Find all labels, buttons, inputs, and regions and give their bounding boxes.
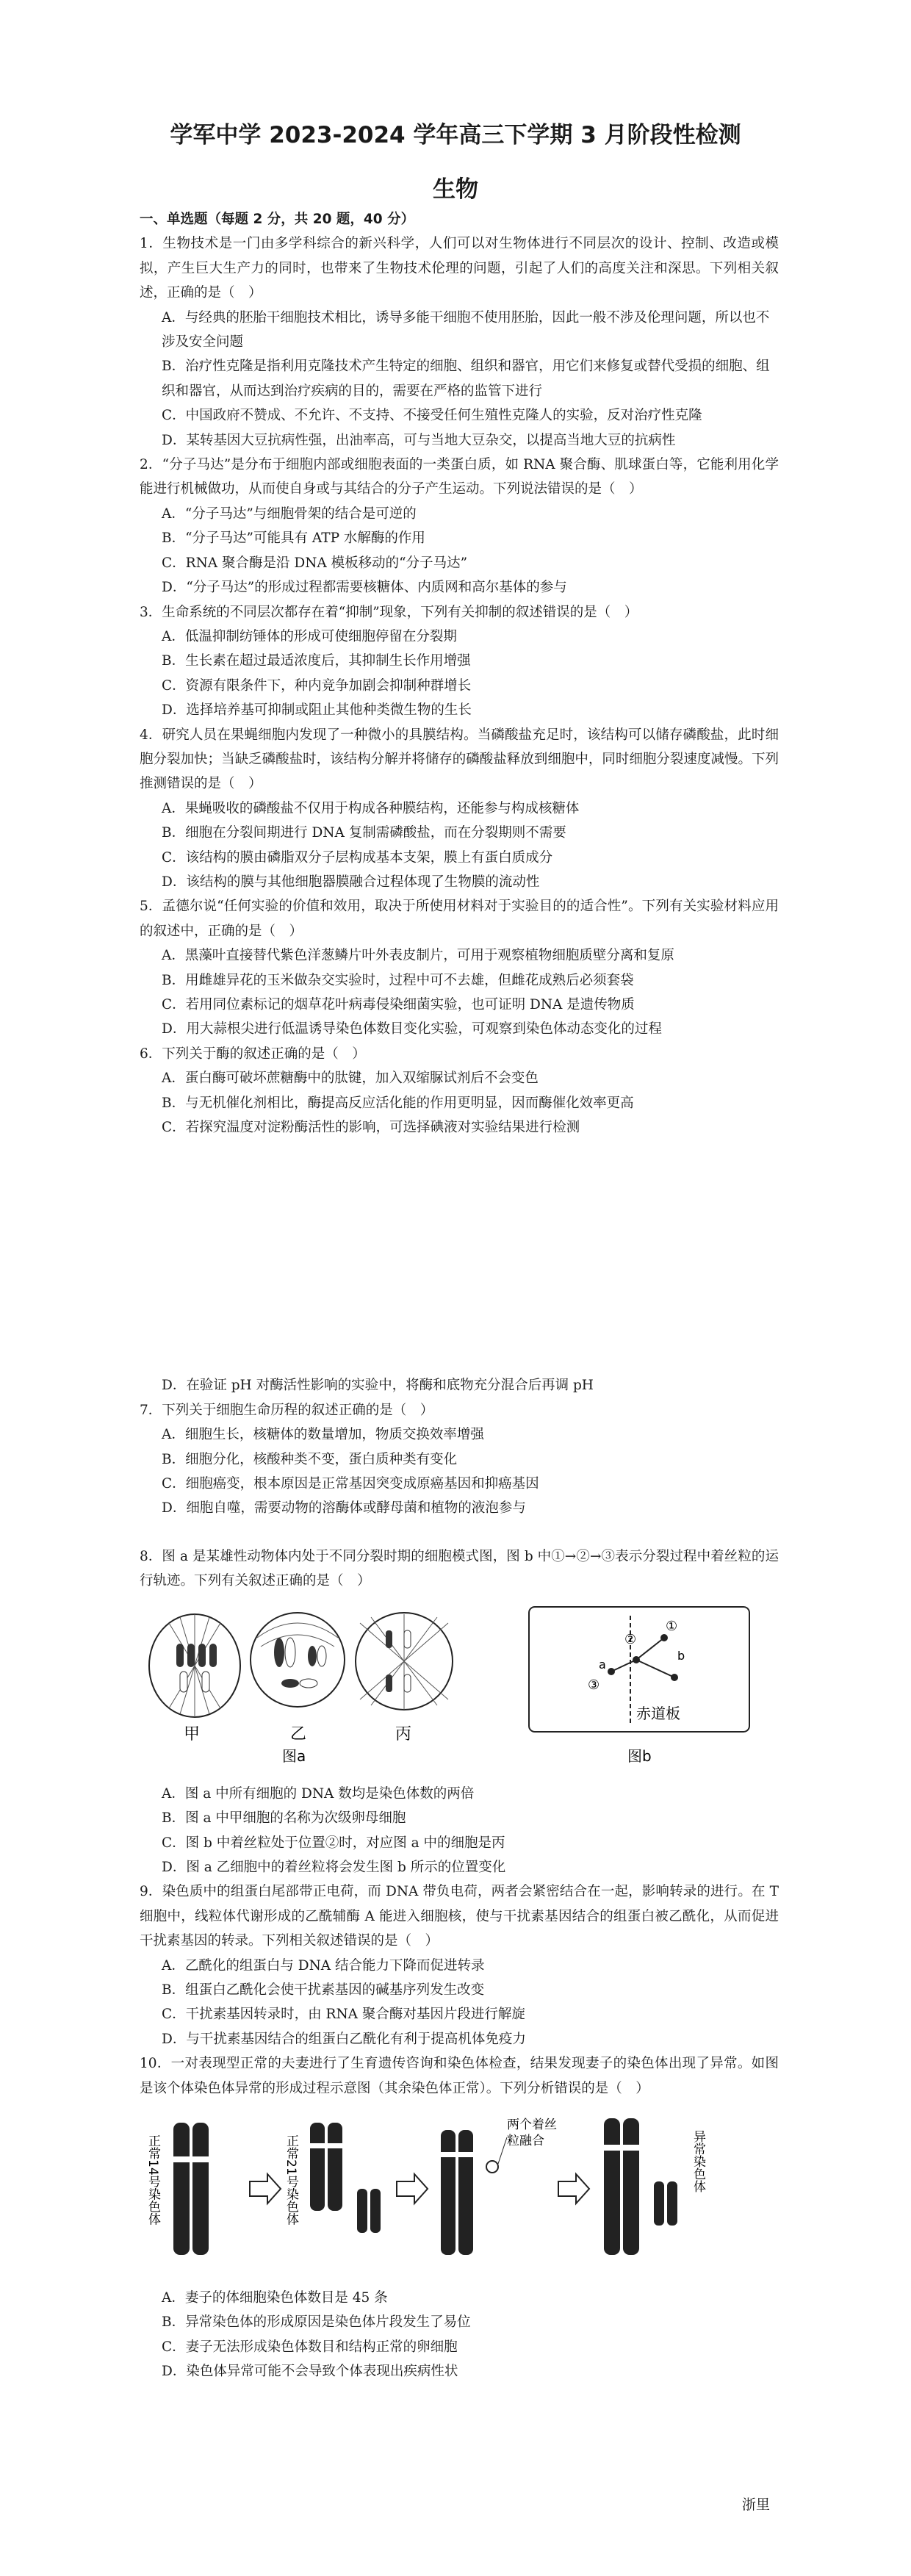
option: D．图 a 乙细胞中的着丝粒将会发生图 b 所示的位置变化 bbox=[162, 1859, 506, 1875]
caption-a: 图a bbox=[282, 1746, 306, 1765]
option: C．中国政府不赞成、不允许、不支持、不接受任何生殖性克隆人的实验，反对治疗性克隆 bbox=[162, 408, 702, 424]
option: B．与无机催化剂相比，酶提高反应活化能的作用更明显，因而酶催化效率更高 bbox=[162, 1095, 634, 1111]
question-stem: 4．研究人员在果蝇细胞内发现了一种微小的具膜结构。当磷酸盐充足时，该结构可以储存磷酸盐，此时细胞分裂加快；当缺乏磷酸盐时，该结构分解并将储存的磷酸盐释放到细胞中，同时细胞分裂速度减慢。下列推测错误的是（ ） bbox=[140, 727, 779, 792]
option: B．生长素在超过最适浓度后，其抑制生长作用增强 bbox=[162, 653, 471, 669]
abnormal-label: 异常染色体 bbox=[691, 2129, 705, 2192]
option: D．选择培养基可抑制或阻止其他种类微生物的生长 bbox=[162, 702, 472, 719]
question-stem: 2．“分子马达”是分布于细胞内部或细胞表面的一类蛋白质，如 RNA 聚合酶、肌球蛋白等，它能利用化学能进行机械做功，从而使自身或与其结合的分子产生运动。下列说法错误的是（ ） bbox=[140, 457, 779, 497]
option: A．“分子马达”与细胞骨架的结合是可逆的 bbox=[162, 506, 417, 522]
subject-title: 生物 bbox=[433, 176, 478, 203]
option: B．细胞在分裂间期进行 DNA 复制需磷酸盐，而在分裂期则不需要 bbox=[162, 825, 566, 841]
option: A．与经典的胚胎干细胞技术相比，诱导多能干细胞不使用胚胎，因此一般不涉及伦理问题，所以也不涉及安全问题 bbox=[162, 309, 770, 350]
option: A．果蝇吸收的磷酸盐不仅用于构成各种膜结构，还能参与构成核糖体 bbox=[162, 800, 580, 816]
exam-title: 学军中学 2023-2024 学年高三下学期 3 月阶段性检测 bbox=[170, 122, 741, 148]
centromere-label: 两个着丝 bbox=[507, 2117, 557, 2132]
option: B．组蛋白乙酰化会使干扰素基因的碱基序列发生改变 bbox=[162, 1982, 485, 1998]
chr14-label: 正常14号染色体 bbox=[145, 2134, 160, 2226]
label-jia: 甲 bbox=[184, 1724, 201, 1744]
option: C．RNA 聚合酶是沿 DNA 模板移动的“分子马达” bbox=[162, 555, 468, 571]
question-stem: 9．染色质中的组蛋白尾部带正电荷，而 DNA 带负电荷，两者会紧密结合在一起，影响转录的进行。在 T 细胞中，线粒体代谢形成的乙酰辅酶 A 能进入细胞核，使与干扰素基因结合的组蛋白被乙酰化，从而促进干扰素基因的转录。下列相关叙述错误的是（ ） bbox=[140, 1884, 779, 1949]
option: A．黑藻叶直接替代紫色洋葱鳞片叶外表皮制片，可用于观察植物细胞质壁分离和复原 bbox=[162, 948, 674, 964]
cell-yi bbox=[251, 1613, 345, 1707]
option: B．治疗性克隆是指利用克隆技术产生特定的细胞、组织和器官，用它们来修复或替代受损的细胞、组织和器官，从而达到治疗疾病的目的，需要在严格的监管下进行 bbox=[162, 359, 770, 399]
chr21-label: 正常21号染色体 bbox=[284, 2134, 298, 2226]
question-list bbox=[140, 207, 779, 2384]
option: D．某转基因大豆抗病性强，出油率高，可与当地大豆杂交，以提高当地大豆的抗病性 bbox=[162, 432, 676, 448]
option: A．妻子的体细胞染色体数目是 45 条 bbox=[162, 2289, 388, 2306]
question-stem: 1．生物技术是一门由多学科综合的新兴科学，人们可以对生物体进行不同层次的设计、控制、改造或模拟，产生巨大生产力的同时，也带来了生物技术伦理的问题，引起了人们的高度关注和深思。下列相关叙述，正确的是（ ） bbox=[140, 236, 779, 301]
figure-b bbox=[529, 1607, 749, 1732]
label-yi: 乙 bbox=[290, 1724, 307, 1744]
blank-space bbox=[140, 1140, 779, 1373]
point-1: ① bbox=[666, 1618, 678, 1634]
question-stem: 6．下列关于酶的叙述正确的是（ ） bbox=[140, 1046, 366, 1062]
cell-bing bbox=[356, 1613, 453, 1710]
option: C．该结构的膜由磷脂双分子层构成基本支架，膜上有蛋白质成分 bbox=[162, 849, 553, 866]
centromere-label-2: 粒融合 bbox=[507, 2133, 544, 2148]
option: D．细胞自噬，需要动物的溶酶体或酵母菌和植物的液泡参与 bbox=[162, 1500, 526, 1517]
question-stem: 10．一对表现型正常的夫妻进行了生育遗传咨询和染色体检查，结果发现妻子的染色体出现了异常。如图是该个体染色体异常的形成过程示意图（其余染色体正常）。下列分析错误的是（ ） bbox=[140, 2056, 779, 2096]
blank-space bbox=[140, 1521, 779, 1544]
option: C．若用同位素标记的烟草花叶病毒侵染细菌实验，也可证明 DNA 是遗传物质 bbox=[162, 997, 635, 1012]
option: C．若探究温度对淀粉酶活性的影响，可选择碘液对实验结果进行检测 bbox=[162, 1120, 580, 1136]
option: D．与干扰素基因结合的组蛋白乙酰化有利于提高机体免疫力 bbox=[162, 2031, 526, 2047]
option: B．“分子马达”可能具有 ATP 水解酶的作用 bbox=[162, 530, 425, 547]
option: B．细胞分化，核酸种类不变，蛋白质种类有变化 bbox=[162, 1451, 458, 1467]
option: A．低温抑制纺锤体的形成可使细胞停留在分裂期 bbox=[162, 628, 457, 644]
question-stem: 7．下列关于细胞生命历程的叙述正确的是（ ） bbox=[140, 1402, 434, 1418]
option: C．资源有限条件下，种内竞争加剧会抑制种群增长 bbox=[162, 677, 472, 694]
option: D．在验证 pH 对酶活性影响的实验中，将酶和底物充分混合后再调 pH bbox=[162, 1378, 594, 1394]
question-stem: 8．图 a 是某雄性动物体内处于不同分裂时期的细胞模式图，图 b 中①→②→③表示分裂过程中着丝粒的运行轨迹。下列有关叙述正确的是（ ） bbox=[140, 1548, 779, 1589]
caption-b: 图b bbox=[627, 1746, 652, 1765]
letter-b: b bbox=[677, 1648, 685, 1663]
point-2: ② bbox=[624, 1631, 637, 1647]
plate-label: 赤道板 bbox=[636, 1704, 680, 1722]
page-footer: 浙里 bbox=[742, 2497, 771, 2513]
point-3: ③ bbox=[588, 1677, 600, 1693]
option: A．蛋白酶可破坏蔗糖酶中的肽键，加入双缩脲试剂后不会变色 bbox=[162, 1071, 539, 1087]
question-stem: 5．孟德尔说“任何实验的价值和效用，取决于所使用材料对于实验目的的适合性”。下列有关实验材料应用的叙述中，正确的是（ ） bbox=[140, 899, 779, 939]
label-bing: 丙 bbox=[395, 1724, 412, 1744]
option: D．该结构的膜与其他细胞器膜融合过程体现了生物膜的流动性 bbox=[162, 874, 540, 890]
letter-a: a bbox=[599, 1657, 606, 1672]
option: A．细胞生长，核糖体的数量增加，物质交换效率增强 bbox=[162, 1427, 484, 1443]
option: C．细胞癌变，根本原因是正常基因突变成原癌基因和抑癌基因 bbox=[162, 1476, 539, 1492]
cell-jia bbox=[149, 1614, 240, 1717]
section-heading: 一、单选题（每题 2 分，共 20 题，40 分） bbox=[140, 212, 415, 227]
option: C．干扰素基因转录时，由 RNA 聚合酶对基因片段进行解旋 bbox=[162, 2007, 525, 2023]
option: D．染色体异常可能不会导致个体表现出疾病性状 bbox=[162, 2364, 458, 2380]
option: A．乙酰化的组蛋白与 DNA 结合能力下降而促进转录 bbox=[162, 1957, 485, 1974]
option: C．妻子无法形成染色体数目和结构正常的卵细胞 bbox=[162, 2339, 458, 2355]
figure-chromosome bbox=[140, 2108, 779, 2275]
option: B．异常染色体的形成原因是染色体片段发生了易位 bbox=[162, 2314, 471, 2331]
option: B．图 a 中甲细胞的名称为次级卵母细胞 bbox=[162, 1810, 406, 1827]
option: D．用大蒜根尖进行低温诱导染色体数目变化实验，可观察到染色体动态变化的过程 bbox=[162, 1021, 662, 1037]
question-stem: 3．生命系统的不同层次都存在着“抑制”现象，下列有关抑制的叙述错误的是（ ） bbox=[140, 604, 638, 620]
option: B．用雌雄异花的玉米做杂交实验时，过程中可不去雄，但雌花成熟后必须套袋 bbox=[162, 972, 634, 988]
option: D．“分子马达”的形成过程都需要核糖体、内质网和高尔基体的参与 bbox=[162, 580, 567, 596]
option: A．图 a 中所有细胞的 DNA 数均是染色体数的两倍 bbox=[162, 1785, 475, 1802]
option: C．图 b 中着丝粒处于位置②时，对应图 a 中的细胞是丙 bbox=[162, 1835, 505, 1851]
figure-cell-division bbox=[140, 1601, 779, 1771]
